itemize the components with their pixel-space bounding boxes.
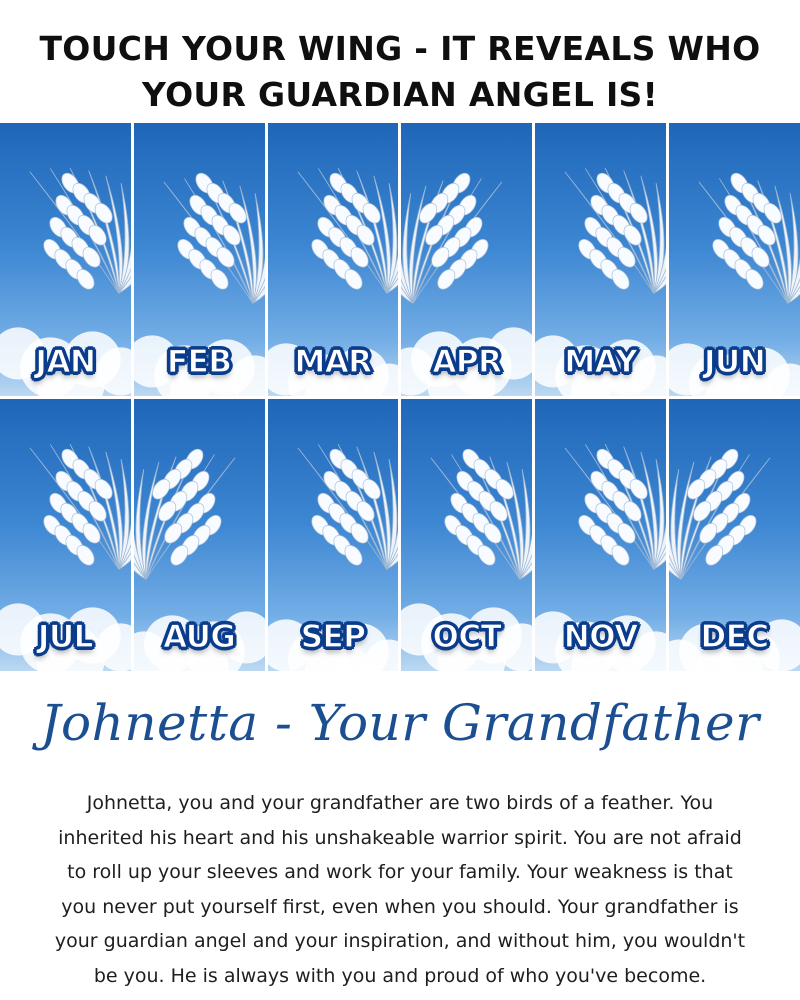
headline-line-1: TOUCH YOUR WING - IT REVEALS WHO [39, 29, 761, 68]
month-label: JAN [35, 343, 96, 380]
wing-tile-apr[interactable] [401, 123, 532, 396]
result-line: to roll up your sleeves and work for your family. Your weakness is that [67, 861, 733, 883]
wing-tile-dec[interactable] [669, 399, 800, 672]
month-label: APR [432, 343, 502, 380]
wing-tile-jan[interactable] [0, 123, 131, 396]
headline-line-2: YOUR GUARDIAN ANGEL IS! [142, 75, 658, 114]
month-label: OCT [432, 619, 502, 655]
month-label: AUG [163, 619, 236, 655]
month-label: SEP [300, 619, 366, 655]
wing-grid [0, 123, 800, 671]
result-line: your guardian angel and your inspiration, and without him, you wouldn't [54, 930, 746, 952]
result-line: inherited his heart and his unshakeable warrior spirit. You are not afraid [58, 826, 742, 849]
wing-tile-aug[interactable] [134, 399, 265, 672]
result-description [28, 786, 772, 993]
month-label: JUL [37, 619, 93, 655]
month-label: MAY [564, 343, 638, 380]
wing-tile-jun[interactable] [669, 123, 800, 396]
headline [0, 26, 800, 118]
wing-tile-jul[interactable] [0, 399, 131, 672]
result-line: be you. He is always with you and proud of who you've become. [93, 964, 707, 987]
wing-tile-nov[interactable] [535, 399, 666, 672]
result-line: Johnetta, you and your grandfather are two birds of a feather. You [86, 792, 714, 814]
wing-tile-may[interactable] [535, 123, 666, 396]
month-label: FEB [167, 343, 232, 380]
month-label: MAR [294, 343, 372, 380]
month-label: DEC [700, 619, 769, 655]
wing-tile-mar[interactable] [268, 123, 399, 396]
month-label: JUN [703, 343, 766, 380]
result-title: Johnetta - Your Grandfather [40, 694, 760, 752]
month-label: NOV [563, 619, 638, 655]
wing-tile-sep[interactable] [268, 399, 399, 672]
wing-tile-feb[interactable] [134, 123, 265, 396]
wing-tile-oct[interactable] [401, 399, 532, 672]
result-line: you never put yourself first, even when you should. Your grandfather is [61, 895, 739, 918]
